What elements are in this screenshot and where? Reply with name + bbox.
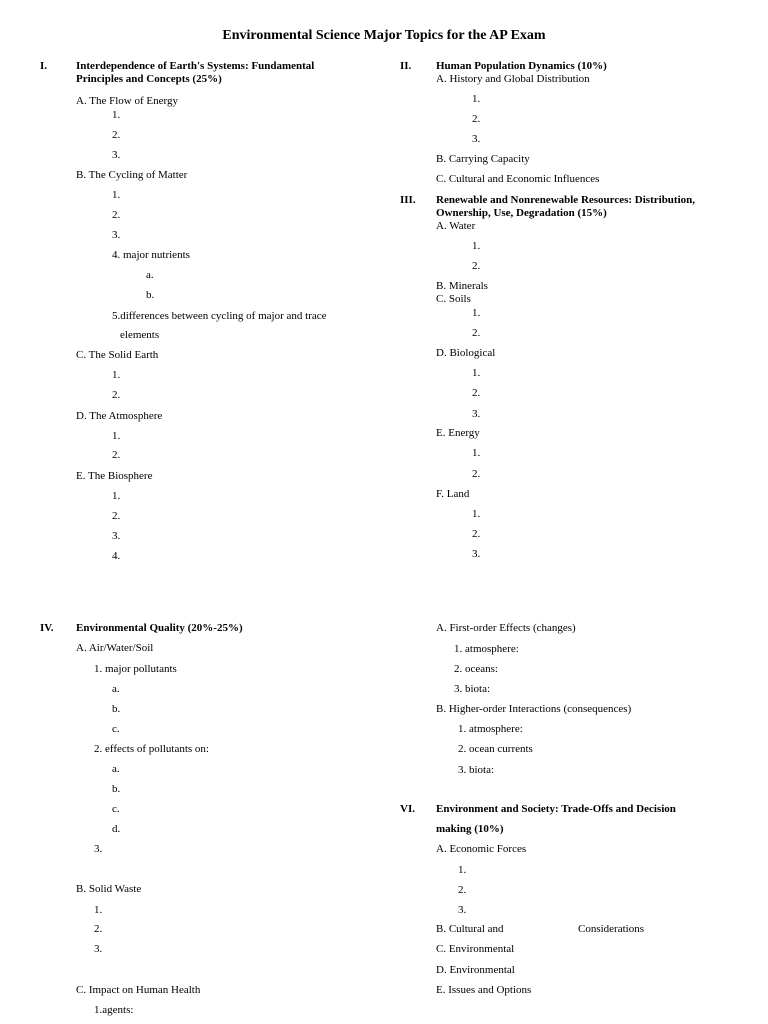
outline-item: 2. (112, 510, 121, 522)
outline-item: 2. effects of pollutants on: (94, 743, 209, 755)
outline-item: C. The Solid Earth (76, 349, 159, 361)
outline-item: 2. (472, 327, 481, 339)
outline-item: E. The Biosphere (76, 470, 153, 482)
outline-item: B. Cultural and (436, 923, 504, 935)
outline-item: C. Environmental (436, 943, 515, 955)
outline-item: 3. (112, 229, 121, 241)
outline-item: elements (120, 329, 160, 341)
outline-item: 4. (112, 550, 121, 562)
outline-item: 3. biota: (458, 764, 495, 776)
outline-item: A. History and Global Distribution (436, 73, 590, 85)
outline-item: E. Issues and Options (436, 984, 532, 996)
outline-item: 1. (472, 93, 481, 105)
outline-item: d. (112, 823, 121, 835)
outline-item: c. (112, 803, 120, 815)
outline-item: B. Solid Waste (76, 883, 142, 895)
outline-item: 2. (112, 389, 121, 401)
outline-item: 1. (472, 240, 481, 252)
section-number: III. (400, 194, 416, 206)
outline-item: 3. (112, 530, 121, 542)
outline-item: 2. oceans: (454, 663, 498, 675)
outline-item: 1. (472, 508, 481, 520)
outline-item: 2. (112, 129, 121, 141)
outline-item: D. Environmental (436, 964, 515, 976)
section-heading: Renewable and Nonrenewable Resources: Distribution, (436, 194, 696, 206)
outline-item: C. Cultural and Economic Influences (436, 173, 600, 185)
outline-item: 3. (112, 149, 121, 161)
outline-item: 3. (94, 843, 103, 855)
section-number: II. (400, 60, 412, 72)
outline-item: c. (112, 723, 120, 735)
outline-item: 1. (94, 904, 103, 916)
outline-item: C. Impact on Human Health (76, 984, 201, 996)
outline-item: D. The Atmosphere (76, 410, 163, 422)
outline-item: 5.differences between cycling of major and trace (112, 310, 327, 322)
outline-item: 1. (112, 109, 121, 121)
outline-item: B. Carrying Capacity (436, 153, 530, 165)
outline-item: A. The Flow of Energy (76, 95, 178, 107)
outline-item: 3. (472, 408, 481, 420)
section-number: VI. (400, 803, 415, 815)
outline-item: 1. major pollutants (94, 663, 177, 675)
outline-item: 1. atmosphere: (458, 723, 523, 735)
outline-item: 1. (112, 490, 121, 502)
outline-item: 2. (472, 113, 481, 125)
outline-item: 2. (112, 209, 121, 221)
outline-item: 2. (472, 528, 481, 540)
section-number: I. (40, 60, 48, 72)
section-heading: Ownership, Use, Degradation (15%) (436, 207, 607, 219)
outline-item: a. (112, 763, 120, 775)
outline-item: A. Air/Water/Soil (76, 642, 154, 654)
outline-item: a. (146, 269, 154, 281)
outline-item: D. Biological (436, 347, 496, 359)
outline-item: Considerations (578, 923, 644, 935)
section-number: IV. (40, 622, 54, 634)
outline-item: 1. (112, 189, 121, 201)
outline-item: 3. (458, 904, 467, 916)
outline-item: 3. (94, 943, 103, 955)
outline-item: A. Economic Forces (436, 843, 527, 855)
outline-item: 2. (458, 884, 467, 896)
outline-item: 1. (458, 864, 467, 876)
outline-item: 2. (472, 260, 481, 272)
outline-item: 4. major nutrients (112, 249, 190, 261)
outline-item: 2. (94, 923, 103, 935)
outline-item: 3. (472, 133, 481, 145)
outline-item: B. Minerals (436, 280, 488, 292)
outline-item: 1. (472, 367, 481, 379)
outline-item: 1. (112, 430, 121, 442)
outline-item: C. Soils (436, 293, 471, 305)
outline-item: 1. (112, 369, 121, 381)
outline-item: A. First-order Effects (changes) (436, 622, 576, 634)
section-heading: Environment and Society: Trade-Offs and Decision (436, 803, 676, 815)
outline-item: A. Water (436, 220, 476, 232)
outline-item: b. (112, 703, 121, 715)
outline-item: 1. (472, 447, 481, 459)
outline-item: 1. (472, 307, 481, 319)
section-heading: Human Population Dynamics (10%) (436, 60, 607, 72)
outline-item: 2. (472, 468, 481, 480)
outline-item: a. (112, 683, 120, 695)
outline-item: F. Land (436, 488, 470, 500)
outline-item: 2. (472, 387, 481, 399)
outline-item: B. Higher-order Interactions (consequences) (436, 703, 632, 715)
outline-item: 1. atmosphere: (454, 643, 519, 655)
section-heading: making (10%) (436, 823, 504, 835)
page-title: Environmental Science Major Topics for the AP Exam (222, 28, 546, 43)
outline-item: 3. (472, 548, 481, 560)
outline-item: 1.agents: (94, 1004, 134, 1016)
outline-item: 2. (112, 449, 121, 461)
section-heading: Environmental Quality (20%-25%) (76, 622, 243, 634)
outline-item: b. (112, 783, 121, 795)
outline-item: 3. biota: (454, 683, 491, 695)
outline-item: b. (146, 289, 155, 301)
section-heading: Principles and Concepts (25%) (76, 73, 222, 85)
outline-item: E. Energy (436, 427, 480, 439)
outline-item: B. The Cycling of Matter (76, 169, 188, 181)
section-heading: Interdependence of Earth's Systems: Fundamental (76, 60, 315, 72)
outline-item: 2. ocean currents (458, 743, 533, 755)
